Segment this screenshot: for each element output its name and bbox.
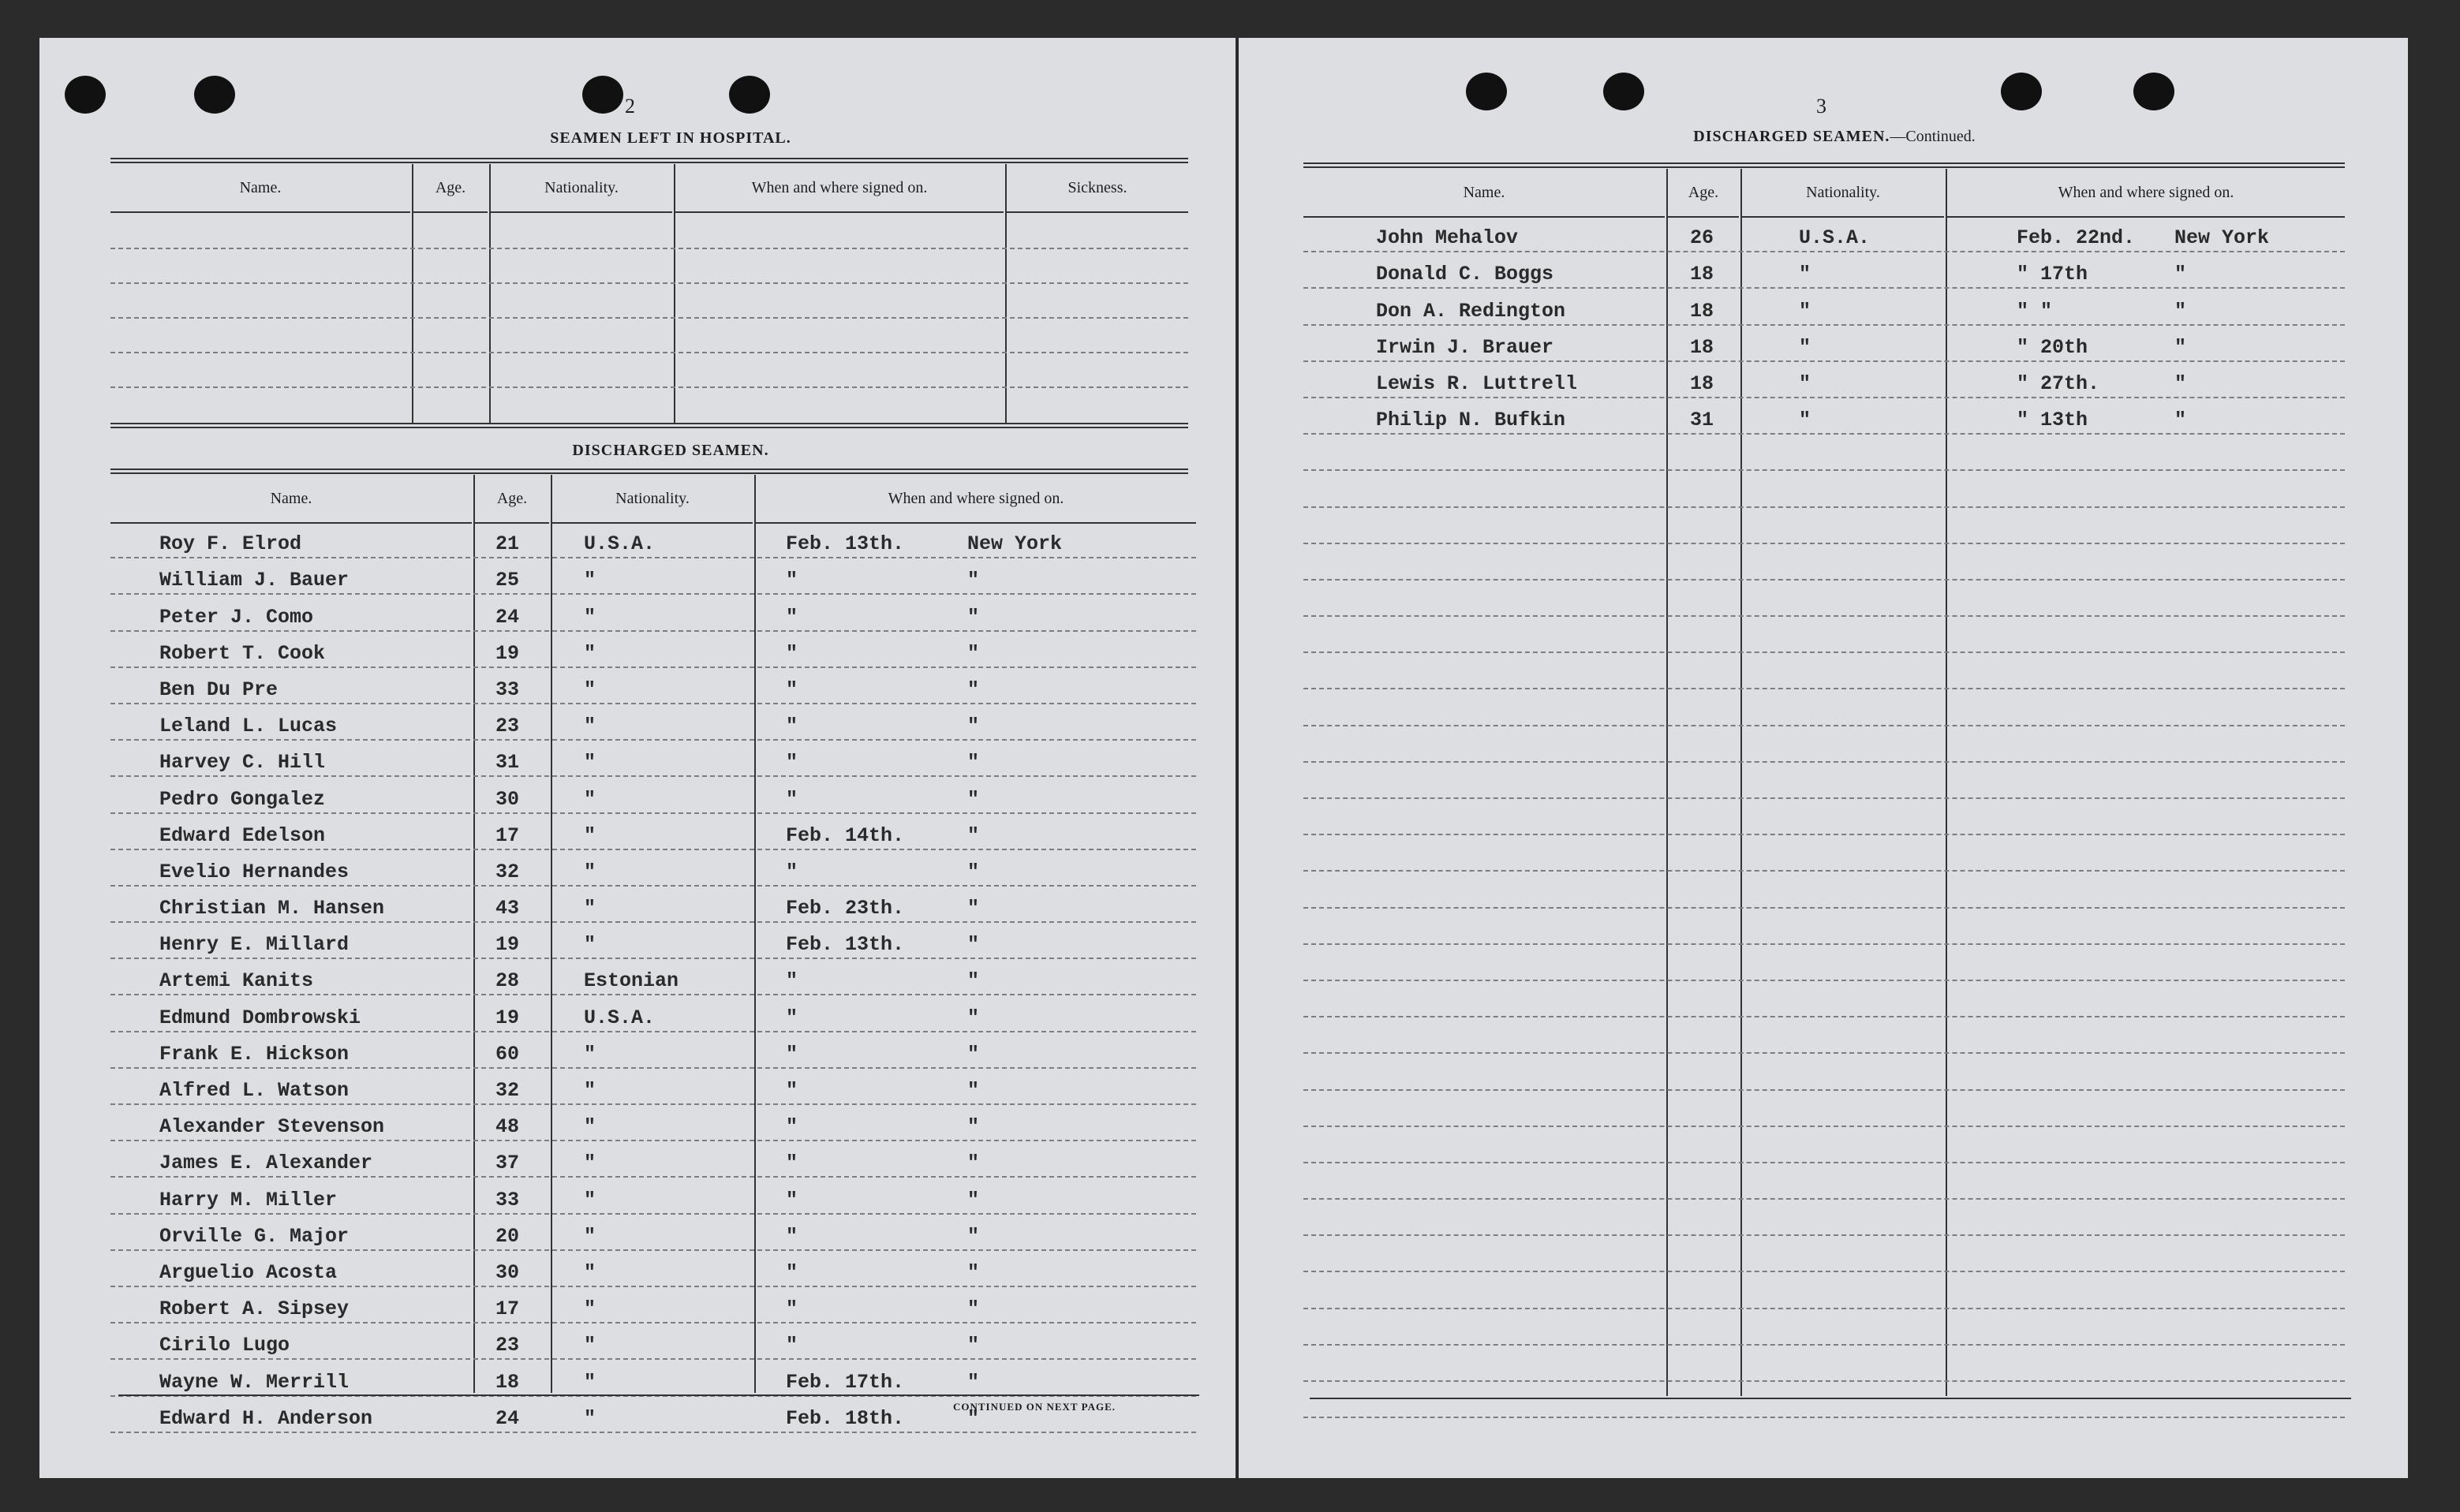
cell-where: " <box>967 678 980 701</box>
page-number: 3 <box>1816 95 1826 118</box>
blank-row <box>1303 872 2345 908</box>
table-row <box>1303 216 2345 252</box>
table-end-rule <box>118 1394 1199 1396</box>
table-row <box>110 522 1196 558</box>
col-header-age: Age. <box>475 475 549 524</box>
cell-name: Pedro Gongalez <box>159 787 326 811</box>
col-header-sickness: Sickness. <box>1007 164 1188 213</box>
hospital-bottom-rule <box>110 423 1188 428</box>
cell-nationality: " <box>1799 409 1811 432</box>
table-row <box>110 887 1196 923</box>
blank-row <box>1303 1163 2345 1200</box>
cell-where: " <box>967 823 980 847</box>
table-row <box>110 1323 1196 1360</box>
cell-nationality: U.S.A. <box>584 1006 656 1029</box>
cell-where: " <box>967 1297 980 1321</box>
blank-row <box>1303 1272 2345 1309</box>
cell-when: Feb. 17th. <box>786 1370 905 1394</box>
cell-nationality: " <box>584 569 596 592</box>
table-row <box>110 1178 1196 1214</box>
cell-when: " <box>786 641 798 665</box>
cell-when: " 13th <box>2017 409 2088 432</box>
cell-nationality: " <box>584 1079 596 1102</box>
cell-where: " <box>967 605 980 629</box>
cell-age: 25 <box>495 569 520 592</box>
col-header-when-where: When and where signed on. <box>1947 169 2345 218</box>
cell-age: 28 <box>495 969 520 993</box>
cell-name: Harvey C. Hill <box>159 751 326 775</box>
cell-age: 18 <box>495 1370 520 1394</box>
cell-nationality: " <box>1799 263 1811 286</box>
table-row <box>1303 252 2345 289</box>
cell-nationality: " <box>584 1152 596 1175</box>
col-header-age: Age. <box>413 164 488 213</box>
punch-hole <box>65 76 106 114</box>
cell-name: James E. Alexander <box>159 1152 373 1175</box>
cell-age: 33 <box>495 1188 520 1211</box>
blank-row <box>1303 471 2345 507</box>
discharged-continued-table <box>1303 169 2345 1396</box>
cell-age: 17 <box>495 823 520 847</box>
cell-where: " <box>967 1406 980 1430</box>
table-row <box>110 1032 1196 1069</box>
blank-row <box>1303 1017 2345 1054</box>
discharged-continued-heading <box>1310 128 2359 146</box>
cell-age: 33 <box>495 678 520 701</box>
punch-hole <box>729 76 770 114</box>
discharged-heading: DISCHARGED SEAMEN. <box>572 442 769 459</box>
cell-where: New York <box>967 532 1063 556</box>
hospital-table <box>110 164 1188 423</box>
cell-where: " <box>967 1370 980 1394</box>
cell-nationality: " <box>584 1042 596 1066</box>
cell-name: Henry E. Millard <box>159 933 350 957</box>
cell-nationality: " <box>584 1406 596 1430</box>
discharged-continued-rows <box>1303 216 2345 1418</box>
cell-when: " <box>786 1334 798 1357</box>
cell-age: 30 <box>495 1260 520 1284</box>
cell-name: Robert A. Sipsey <box>159 1297 350 1321</box>
cell-when: Feb. 13th. <box>786 933 905 957</box>
heading-text: DISCHARGED SEAMEN. <box>1693 128 1890 145</box>
cell-where: " <box>967 569 980 592</box>
table-row <box>1303 326 2345 362</box>
column-divider <box>412 164 413 423</box>
cell-age: 43 <box>495 897 520 920</box>
blank-row <box>1303 945 2345 981</box>
cell-name: Edward Edelson <box>159 823 326 847</box>
blank-row <box>1303 581 2345 617</box>
blank-row <box>1303 1382 2345 1418</box>
table-row <box>1303 289 2345 325</box>
blank-row <box>1303 763 2345 799</box>
cell-where: " <box>967 1224 980 1248</box>
cell-when: " <box>786 1260 798 1284</box>
cell-nationality: " <box>1799 335 1811 359</box>
cell-when: " <box>786 751 798 775</box>
table-row <box>110 1360 1196 1396</box>
blank-row <box>1303 617 2345 653</box>
cell-when: " <box>786 715 798 738</box>
punch-hole <box>194 76 235 114</box>
cell-name: Alexander Stevenson <box>159 1115 385 1139</box>
table-row <box>110 1141 1196 1178</box>
cell-where: " <box>967 933 980 957</box>
column-divider <box>1005 164 1007 423</box>
cell-where: " <box>967 715 980 738</box>
top-rule <box>1303 162 2345 168</box>
table-row <box>110 595 1196 631</box>
cell-when: " <box>786 678 798 701</box>
column-divider <box>674 164 675 423</box>
cell-nationality: " <box>584 823 596 847</box>
cell-where: " <box>2174 409 2187 432</box>
punch-hole <box>1466 73 1507 110</box>
cell-name: Don A. Redington <box>1376 299 1566 323</box>
blank-row <box>1303 799 2345 835</box>
cell-age: 23 <box>495 715 520 738</box>
blank-row-line <box>110 248 1188 249</box>
col-header-name: Name. <box>110 475 472 524</box>
table-row <box>110 668 1196 704</box>
cell-age: 18 <box>1690 335 1714 359</box>
cell-age: 31 <box>1690 409 1714 432</box>
cell-nationality: " <box>584 715 596 738</box>
cell-when: Feb. 22nd. <box>2017 226 2136 250</box>
cell-where: " <box>2174 335 2187 359</box>
discharged-top-rule <box>110 469 1188 474</box>
table-row <box>110 1105 1196 1141</box>
table-row <box>110 995 1196 1032</box>
cell-name: Frank E. Hickson <box>159 1042 350 1066</box>
blank-row <box>1303 435 2345 471</box>
cell-age: 19 <box>495 641 520 665</box>
blank-row <box>1303 544 2345 581</box>
cell-where: " <box>967 1079 980 1102</box>
cell-name: Irwin J. Brauer <box>1376 335 1554 359</box>
cell-where: " <box>967 751 980 775</box>
cell-when: " <box>786 1115 798 1139</box>
discharged-rows <box>110 522 1196 1433</box>
page-number: 2 <box>625 95 635 118</box>
cell-when: " <box>786 1152 798 1175</box>
cell-when: " <box>786 1079 798 1102</box>
hospital-heading: SEAMEN LEFT IN HOSPITAL. <box>550 129 791 147</box>
cell-when: " <box>786 1042 798 1066</box>
cell-age: 30 <box>495 787 520 811</box>
column-divider <box>489 164 491 423</box>
table-row <box>110 558 1196 595</box>
cell-name: Leland L. Lucas <box>159 715 338 738</box>
cell-nationality: " <box>584 860 596 883</box>
col-header-name: Name. <box>110 164 410 213</box>
table-row <box>110 814 1196 850</box>
cell-when: " <box>786 1188 798 1211</box>
cell-name: Robert T. Cook <box>159 641 326 665</box>
cell-where: " <box>2174 299 2187 323</box>
table-row <box>110 704 1196 741</box>
punch-hole <box>2001 73 2042 110</box>
cell-age: 20 <box>495 1224 520 1248</box>
table-row <box>1303 362 2345 398</box>
cell-age: 24 <box>495 605 520 629</box>
cell-when: " <box>786 1297 798 1321</box>
cell-when: Feb. 13th. <box>786 532 905 556</box>
punch-hole <box>2133 73 2174 110</box>
col-header-nationality: Nationality. <box>1742 169 1944 218</box>
cell-name: Alfred L. Watson <box>159 1079 350 1102</box>
blank-row <box>1303 1200 2345 1236</box>
blank-row <box>1303 1127 2345 1163</box>
punch-hole <box>582 76 623 114</box>
cell-name: John Mehalov <box>1376 226 1519 250</box>
cell-where: " <box>967 969 980 993</box>
table-row <box>110 923 1196 959</box>
cell-nationality: " <box>584 787 596 811</box>
blank-row-line <box>110 386 1188 388</box>
hospital-top-rule <box>110 158 1188 163</box>
cell-name: Donald C. Boggs <box>1376 263 1554 286</box>
cell-name: Lewis R. Luttrell <box>1376 371 1578 395</box>
cell-when: " 17th <box>2017 263 2088 286</box>
heading-continued: —Continued. <box>1890 128 1976 145</box>
cell-when: " <box>786 787 798 811</box>
blank-row-line <box>110 352 1188 353</box>
cell-when: " 20th <box>2017 335 2088 359</box>
cell-age: 24 <box>495 1406 520 1430</box>
col-header-nationality: Nationality. <box>552 475 753 524</box>
table-row <box>110 959 1196 995</box>
col-header-age: Age. <box>1668 169 1739 218</box>
cell-where: " <box>967 897 980 920</box>
blank-row <box>1303 689 2345 726</box>
cell-when: " <box>786 860 798 883</box>
cell-age: 31 <box>495 751 520 775</box>
cell-where: " <box>2174 263 2187 286</box>
cell-name: Arguelio Acosta <box>159 1260 338 1284</box>
cell-when: " 27th. <box>2017 371 2100 395</box>
cell-nationality: " <box>584 1370 596 1394</box>
cell-name: Artemi Kanits <box>159 969 314 993</box>
blank-row <box>1303 1054 2345 1090</box>
cell-nationality: U.S.A. <box>584 532 656 556</box>
table-row <box>110 632 1196 668</box>
cell-nationality: " <box>584 1188 596 1211</box>
table-row <box>110 777 1196 813</box>
cell-nationality: " <box>584 1260 596 1284</box>
cell-name: Christian M. Hansen <box>159 897 385 920</box>
cell-where: " <box>967 641 980 665</box>
cell-where: " <box>967 1260 980 1284</box>
right-page <box>1239 38 2408 1478</box>
punch-hole <box>1603 73 1644 110</box>
cell-name: Edmund Dombrowski <box>159 1006 361 1029</box>
cell-when: " <box>786 605 798 629</box>
cell-name: Evelio Hernandes <box>159 860 350 883</box>
cell-when: " " <box>2017 299 2053 323</box>
cell-name: Orville G. Major <box>159 1224 350 1248</box>
cell-age: 19 <box>495 1006 520 1029</box>
cell-name: Philip N. Bufkin <box>1376 409 1566 432</box>
cell-age: 26 <box>1690 226 1714 250</box>
cell-age: 23 <box>495 1334 520 1357</box>
cell-when: " <box>786 1006 798 1029</box>
cell-nationality: " <box>584 1297 596 1321</box>
cell-nationality: " <box>584 641 596 665</box>
cell-nationality: " <box>584 751 596 775</box>
cell-nationality: " <box>584 678 596 701</box>
cell-nationality: " <box>584 1334 596 1357</box>
blank-row <box>1303 1346 2345 1382</box>
cell-nationality: U.S.A. <box>1799 226 1871 250</box>
blank-row <box>1303 981 2345 1017</box>
cell-age: 18 <box>1690 263 1714 286</box>
cell-age: 60 <box>495 1042 520 1066</box>
table-row <box>110 1069 1196 1105</box>
blank-row <box>1303 653 2345 689</box>
blank-row <box>1303 909 2345 945</box>
continued-footnote: CONTINUED ON NEXT PAGE. <box>953 1401 1116 1413</box>
cell-when: " <box>786 1224 798 1248</box>
table-row <box>110 1251 1196 1287</box>
table-row <box>110 741 1196 777</box>
cell-where: New York <box>2174 226 2270 250</box>
cell-where: " <box>967 1188 980 1211</box>
cell-age: 32 <box>495 1079 520 1102</box>
cell-nationality: " <box>584 897 596 920</box>
cell-name: William J. Bauer <box>159 569 350 592</box>
cell-nationality: " <box>1799 299 1811 323</box>
cell-nationality: " <box>584 605 596 629</box>
cell-age: 17 <box>495 1297 520 1321</box>
table-row <box>110 850 1196 887</box>
cell-when: " <box>786 969 798 993</box>
table-row <box>110 1215 1196 1251</box>
cell-age: 18 <box>1690 299 1714 323</box>
cell-when: " <box>786 569 798 592</box>
cell-nationality: " <box>584 1115 596 1139</box>
cell-name: Peter J. Como <box>159 605 314 629</box>
cell-where: " <box>967 787 980 811</box>
cell-name: Edward H. Anderson <box>159 1406 373 1430</box>
cell-nationality: Estonian <box>584 969 679 993</box>
col-header-nationality: Nationality. <box>491 164 672 213</box>
col-header-when-where: When and where signed on. <box>756 475 1196 524</box>
cell-name: Cirilo Lugo <box>159 1334 290 1357</box>
cell-nationality: " <box>1799 371 1811 395</box>
cell-where: " <box>967 1334 980 1357</box>
table-end-rule <box>1310 1398 2351 1399</box>
cell-where: " <box>2174 371 2187 395</box>
cell-name: Harry M. Miller <box>159 1188 338 1211</box>
blank-row-line <box>110 282 1188 284</box>
cell-age: 32 <box>495 860 520 883</box>
cell-where: " <box>967 860 980 883</box>
cell-age: 19 <box>495 933 520 957</box>
cell-where: " <box>967 1115 980 1139</box>
col-header-when-where: When and where signed on. <box>675 164 1004 213</box>
blank-row <box>1303 1236 2345 1272</box>
blank-row <box>1303 835 2345 872</box>
blank-row-line <box>110 317 1188 319</box>
cell-where: " <box>967 1006 980 1029</box>
cell-age: 48 <box>495 1115 520 1139</box>
cell-name: Ben Du Pre <box>159 678 279 701</box>
cell-when: Feb. 23th. <box>786 897 905 920</box>
cell-nationality: " <box>584 933 596 957</box>
cell-when: Feb. 18th. <box>786 1406 905 1430</box>
cell-age: 21 <box>495 532 520 556</box>
cell-age: 37 <box>495 1152 520 1175</box>
cell-when: Feb. 14th. <box>786 823 905 847</box>
blank-row <box>1303 508 2345 544</box>
cell-name: Wayne W. Merrill <box>159 1370 350 1394</box>
blank-row <box>1303 1091 2345 1127</box>
left-page <box>39 38 1236 1478</box>
table-row <box>110 1287 1196 1323</box>
cell-where: " <box>967 1152 980 1175</box>
cell-where: " <box>967 1042 980 1066</box>
cell-age: 18 <box>1690 371 1714 395</box>
table-row <box>1303 398 2345 435</box>
cell-nationality: " <box>584 1224 596 1248</box>
col-header-name: Name. <box>1303 169 1665 218</box>
blank-row <box>1303 1309 2345 1346</box>
blank-row <box>1303 726 2345 763</box>
cell-name: Roy F. Elrod <box>159 532 302 556</box>
